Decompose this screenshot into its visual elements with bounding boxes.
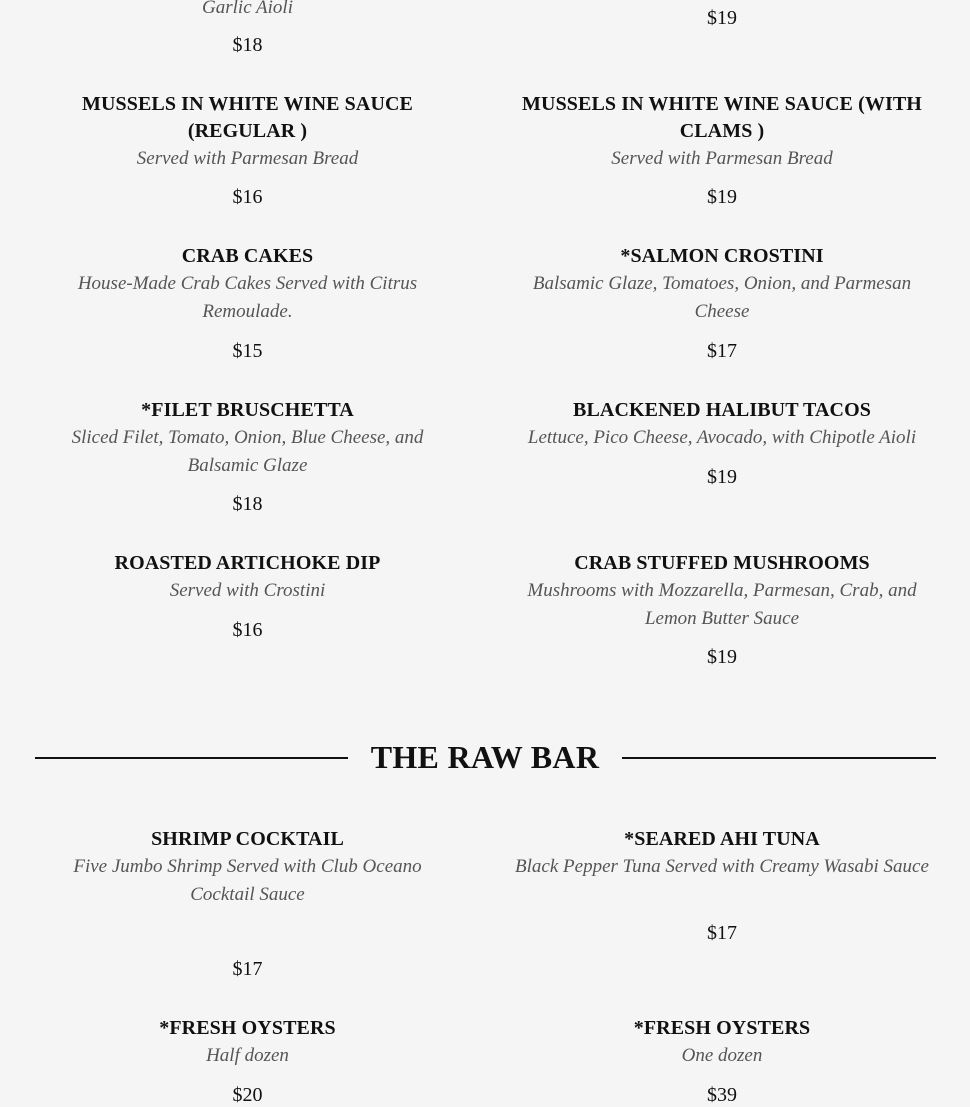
item-name: MUSSELS IN WHITE WINE SAUCE (WITH CLAMS ) <box>522 93 922 142</box>
item-price: $17 <box>707 340 737 362</box>
item-name: *SALMON CROSTINI <box>620 245 824 267</box>
item-description: Mushrooms with Mozzarella, Parmesan, Crab, and Lemon Butter Sauce <box>527 580 917 629</box>
menu-item <box>50 826 445 909</box>
item-price: $19 <box>707 466 737 488</box>
menu-item <box>510 1015 934 1070</box>
item-price: $19 <box>707 186 737 208</box>
item-name: SHRIMP COCKTAIL <box>151 828 344 850</box>
item-name: ROASTED ARTICHOKE DIP <box>114 552 381 574</box>
menu-item <box>50 550 445 605</box>
item-price: $17 <box>232 958 263 980</box>
item-description: Served with Parmesan Bread <box>611 148 833 169</box>
item-description: Sliced Filet, Tomato, Onion, Blue Cheese, and Balsamic Glaze <box>71 427 424 476</box>
item-price: $18 <box>232 493 263 515</box>
menu-item <box>50 91 445 173</box>
item-description: Black Pepper Tuna Served with Creamy Wasabi Sauce <box>515 856 929 877</box>
item-name: *FRESH OYSTERS <box>633 1017 811 1039</box>
item-price: $17 <box>707 922 737 944</box>
item-description: One dozen <box>681 1045 763 1066</box>
item-price: $20 <box>232 1084 263 1106</box>
menu-item <box>510 826 934 881</box>
item-description: Served with Parmesan Bread <box>136 148 359 169</box>
item-price: $16 <box>232 186 263 208</box>
item-name: MUSSELS IN WHITE WINE SAUCE (REGULAR ) <box>82 93 413 142</box>
item-name: BLACKENED HALIBUT TACOS <box>573 399 871 421</box>
item-price: $16 <box>232 619 263 641</box>
item-price: $15 <box>232 340 263 362</box>
item-description: Five Jumbo Shrimp Served with Club Oceano Cocktail Sauce <box>73 856 422 905</box>
menu-item <box>510 91 934 173</box>
item-description: Served with Crostini <box>169 580 326 601</box>
item-description: House-Made Crab Cakes Served with Citrus Remoulade. <box>77 273 418 322</box>
menu-item <box>510 397 934 452</box>
menu-item <box>510 550 934 633</box>
item-price: $19 <box>707 646 737 668</box>
item-description: Balsamic Glaze, Tomatoes, Onion, and Parmesan Cheese <box>532 273 912 322</box>
menu-item <box>50 1015 445 1070</box>
item-name: CRAB CAKES <box>181 245 314 267</box>
item-name: *SEARED AHI TUNA <box>624 828 820 850</box>
item-name: *FRESH OYSTERS <box>159 1017 336 1039</box>
item-description: Garlic Aioli <box>202 0 293 18</box>
item-price: $39 <box>707 1084 737 1106</box>
item-name: *FILET BRUSCHETTA <box>141 399 354 421</box>
item-description: Lettuce, Pico Cheese, Avocado, with Chipotle Aioli <box>527 427 917 448</box>
section-title: THE RAW BAR <box>370 739 600 775</box>
item-price: $18 <box>232 34 263 56</box>
section-rule-right <box>622 757 936 759</box>
item-description: Half dozen <box>206 1045 289 1066</box>
menu-item <box>510 243 934 326</box>
menu-item <box>50 243 445 326</box>
menu-item <box>50 397 445 480</box>
item-name: CRAB STUFFED MUSHROOMS <box>574 552 870 574</box>
item-price: $19 <box>707 7 737 29</box>
menu-item-partial-left <box>50 0 445 22</box>
